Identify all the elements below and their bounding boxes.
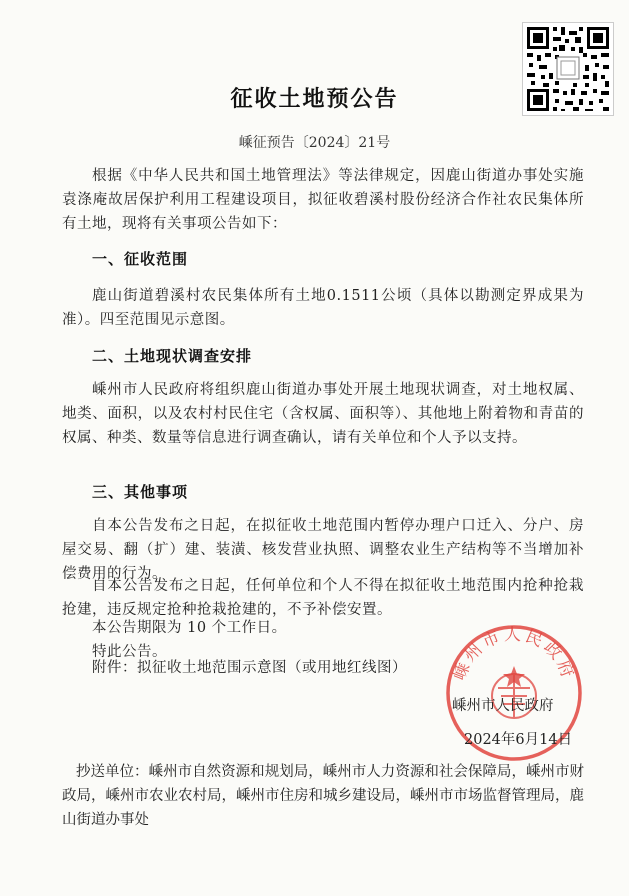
svg-text:嵊州市人民政府: 嵊州市人民政府 xyxy=(449,625,579,684)
section-heading-survey: 二、土地现状调查安排 xyxy=(92,347,253,365)
section-body-other-1: 自本公告发布之日起，在拟征收土地范围内暂停办理户口迁入、分户、房屋交易、翻（扩）建、装潢、核发营业执照、调整农业生产结构等不当增加补偿费用的行为。 xyxy=(62,518,584,582)
intro-paragraph: 根据《中华人民共和国土地管理法》等法律规定，因鹿山街道办事处实施袁涤庵故居保护利用工程建设项目，拟征收碧溪村股份经济合作社农民集体所有土地，现将有关事项公告如下： xyxy=(62,168,584,232)
cc-list: 抄送单位：嵊州市自然资源和规划局，嵊州市人力资源和社会保障局，嵊州市财政局，嵊州市农业农村局，嵊州市住房和城乡建设局，嵊州市市场监督管理局，鹿山街道办事处 xyxy=(62,764,584,828)
issue-date: 2024年6月14日 xyxy=(464,732,573,748)
period-line: 本公告期限为 10 个工作日。 xyxy=(92,620,287,636)
signer: 嵊州市人民政府 xyxy=(452,698,554,714)
special-line: 特此公告。 xyxy=(92,644,167,660)
section-body-scope: 鹿山街道碧溪村农民集体所有土地0.1511公顷（具体以勘测定界成果为准）。四至范围见示意图。 xyxy=(62,288,584,328)
section-body-survey: 嵊州市人民政府将组织鹿山街道办事处开展土地现状调查，对土地权属、地类、面积，以及农村村民住宅（含权属、面积等）、其他地上附着物和青苗的权属、种类、数量等信息进行调查确认，请有关单位和个人予以支持。 xyxy=(62,382,584,446)
attachment-line: 附件：拟征收土地范围示意图（或用地红线图） xyxy=(92,660,407,676)
section-heading-scope: 一、征收范围 xyxy=(92,250,189,268)
document-number: 嵊征预告〔2024〕21号 xyxy=(238,135,391,151)
section-body-other-2: 自本公告发布之日起，任何单位和个人不得在拟征收土地范围内抢种抢栽抢建，违反规定抢种抢栽抢建的，不予补偿安置。 xyxy=(62,578,584,618)
page-title: 征收土地预公告 xyxy=(230,87,399,112)
section-heading-other: 三、其他事项 xyxy=(92,483,189,501)
